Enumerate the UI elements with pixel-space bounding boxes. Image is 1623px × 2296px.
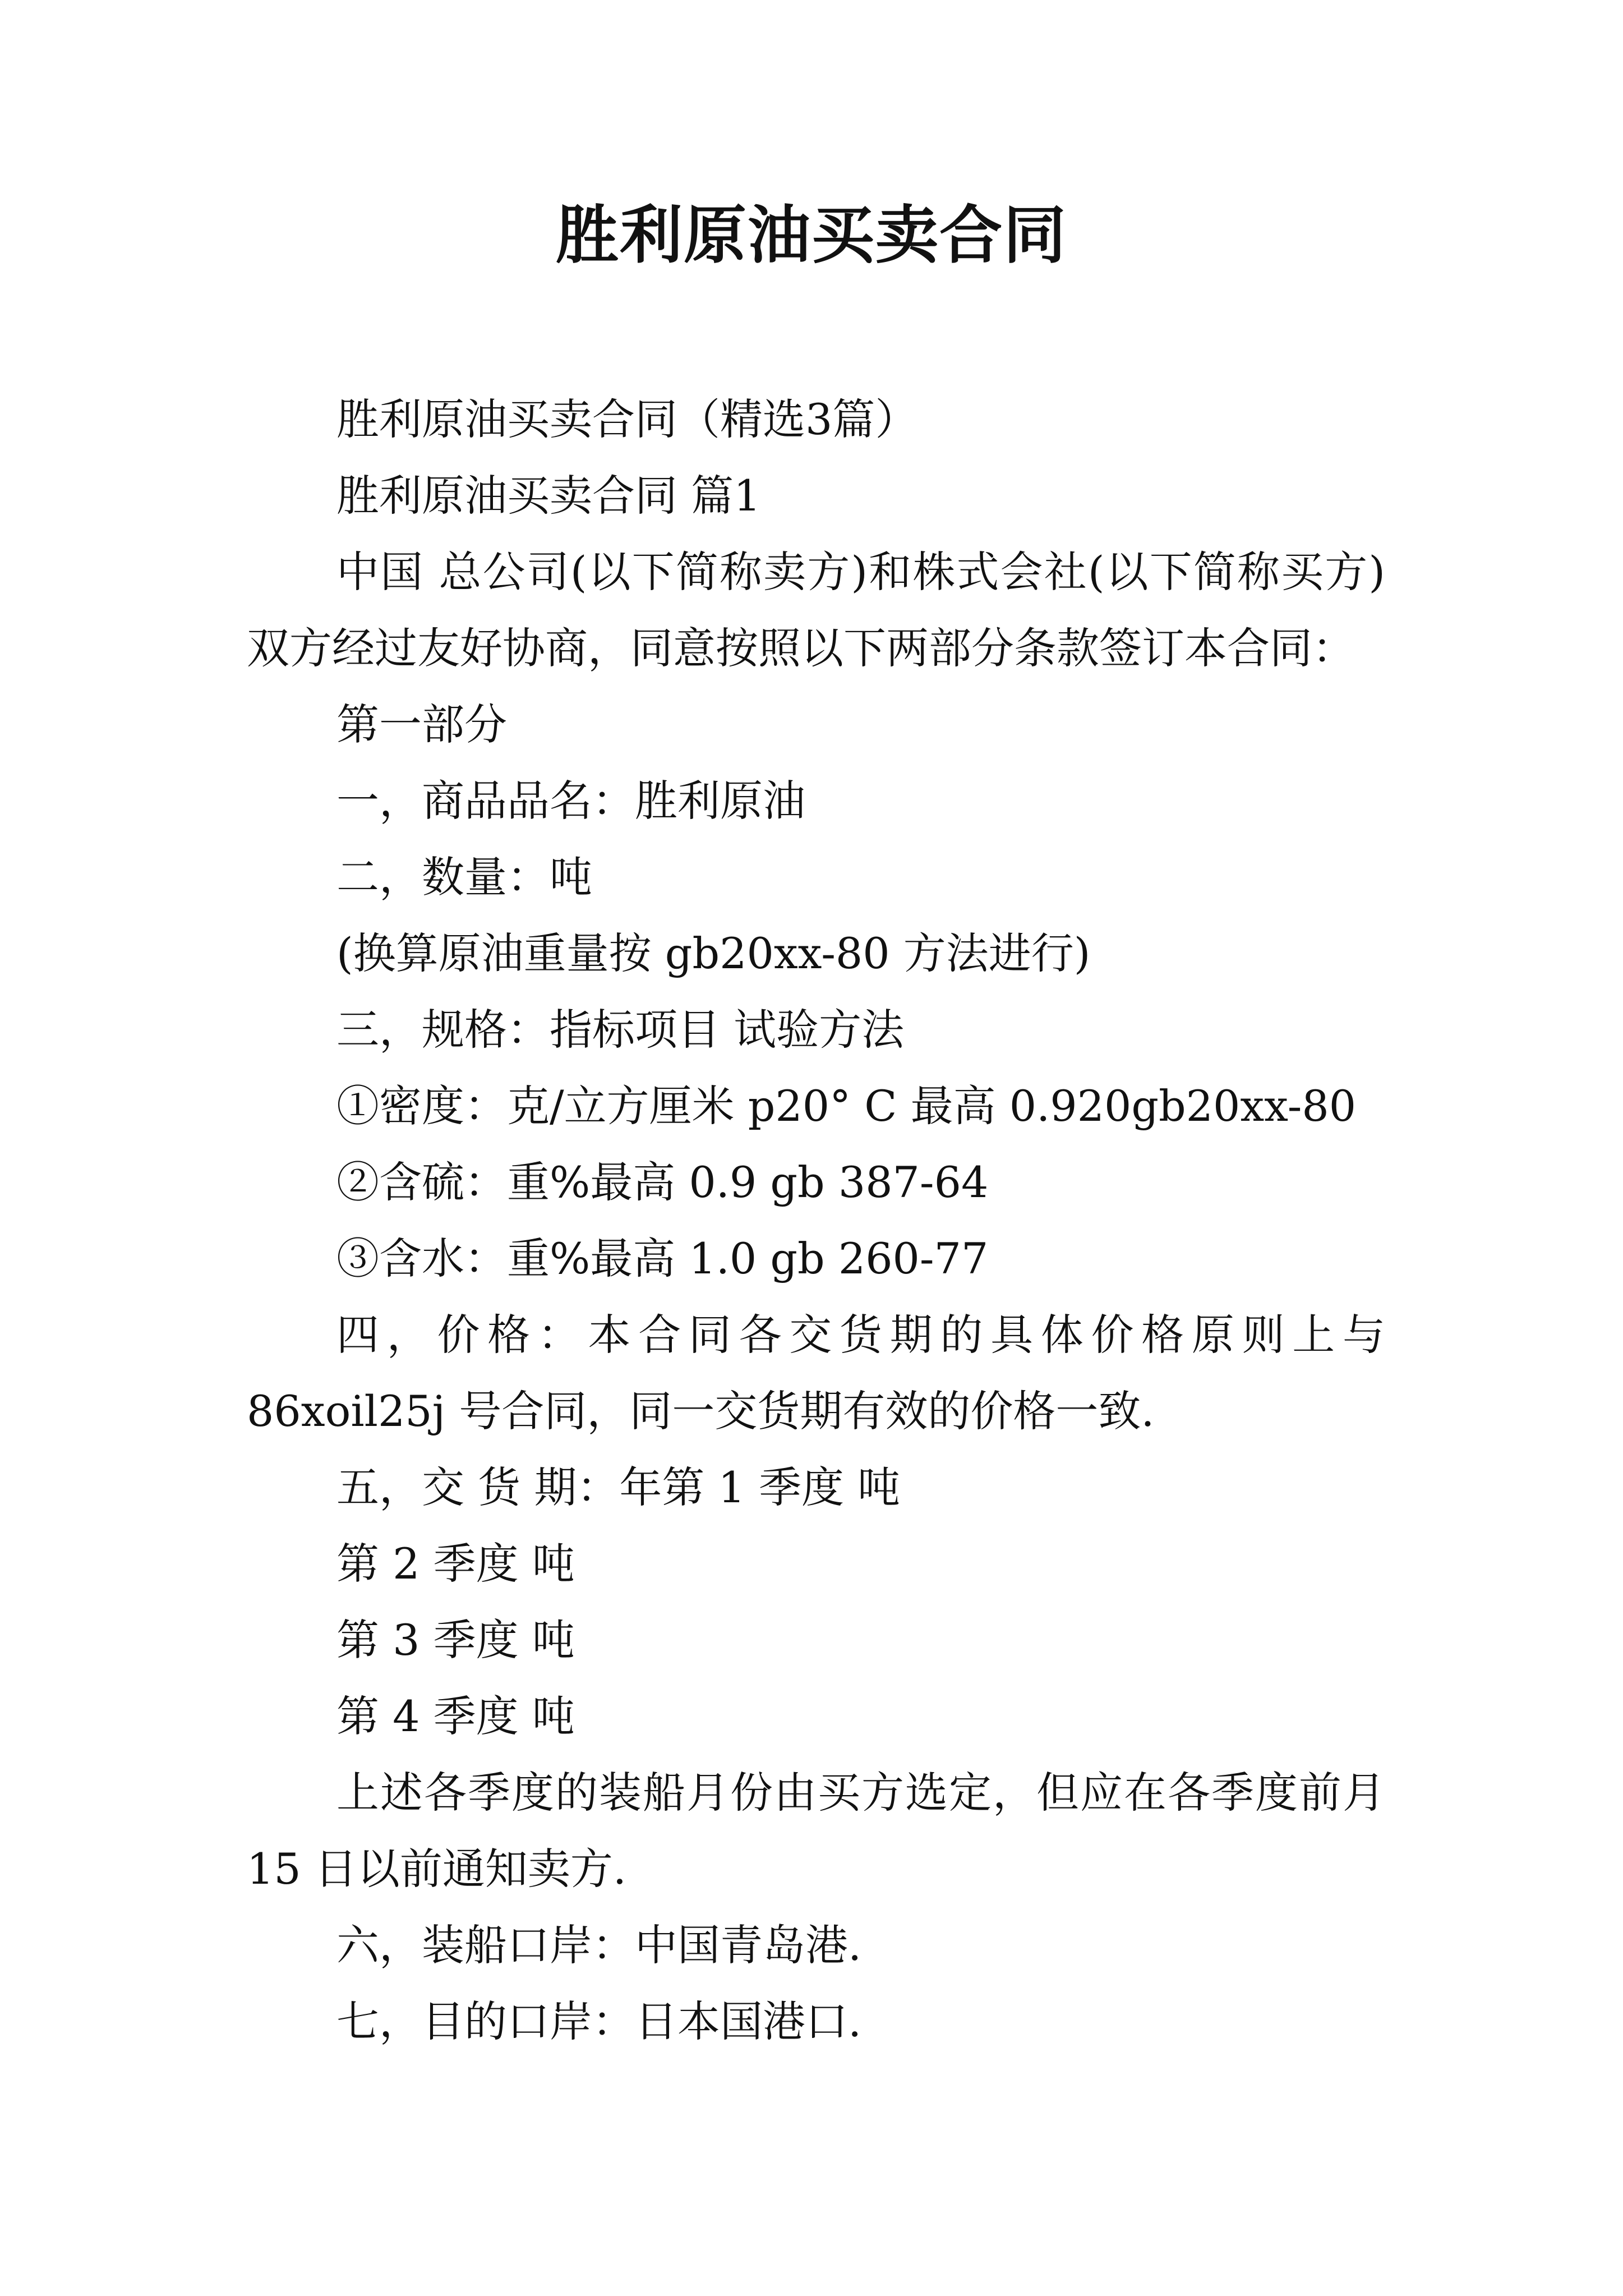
- paragraph: 二，数量：吨: [336, 852, 592, 902]
- document-body: [247, 381, 1385, 2060]
- paragraph: ②含硫：重%最高 0.9 gb 387-64: [336, 1157, 989, 1207]
- document-title: 胜利原油买卖合同: [556, 199, 1067, 272]
- paragraph: (换算原油重量按 gb20xx-80 方法进行): [336, 928, 1091, 978]
- paragraph: 胜利原油买卖合同 篇1: [336, 471, 761, 521]
- paragraph: 中国 总公司(以下简称卖方)和株式会社(以下简称买方): [336, 547, 1385, 597]
- paragraph: ①密度：克/立方厘米 p20° C 最高 0.920gb20xx-80: [336, 1081, 1357, 1131]
- paragraph: ③含水：重%最高 1.0 gb 260-77: [336, 1234, 989, 1283]
- paragraph: 上述各季度的装船月份由买方选定，但应在各季度前月: [336, 1768, 1385, 1818]
- paragraph: 三，规格：指标项目 试验方法: [336, 1005, 905, 1055]
- paragraph: 双方经过友好协商，同意按照以下两部分条款签订本合同：: [247, 623, 1355, 673]
- paragraph: 一，商品品名：胜利原油: [336, 776, 805, 826]
- paragraph: 胜利原油买卖合同（精选3篇）: [336, 394, 918, 444]
- paragraph: 15 日以前通知卖方.: [247, 1844, 627, 1894]
- paragraph: 四，价格：本合同各交货期的具体价格原则上与: [336, 1310, 1385, 1360]
- paragraph: 六，装船口岸：中国青岛港.: [336, 1920, 862, 1970]
- paragraph: 七，目的口岸：日本国港口.: [336, 1996, 862, 2046]
- paragraph: 五，交 货 期：年第 1 季度 吨: [336, 1462, 901, 1512]
- paragraph: 第 3 季度 吨: [336, 1615, 575, 1665]
- paragraph: 第一部分: [336, 700, 507, 749]
- paragraph: 第 4 季度 吨: [336, 1691, 575, 1741]
- paragraph: 86xoil25j 号合同，同一交货期有效的价格一致.: [247, 1386, 1155, 1436]
- paragraph: 第 2 季度 吨: [336, 1539, 575, 1589]
